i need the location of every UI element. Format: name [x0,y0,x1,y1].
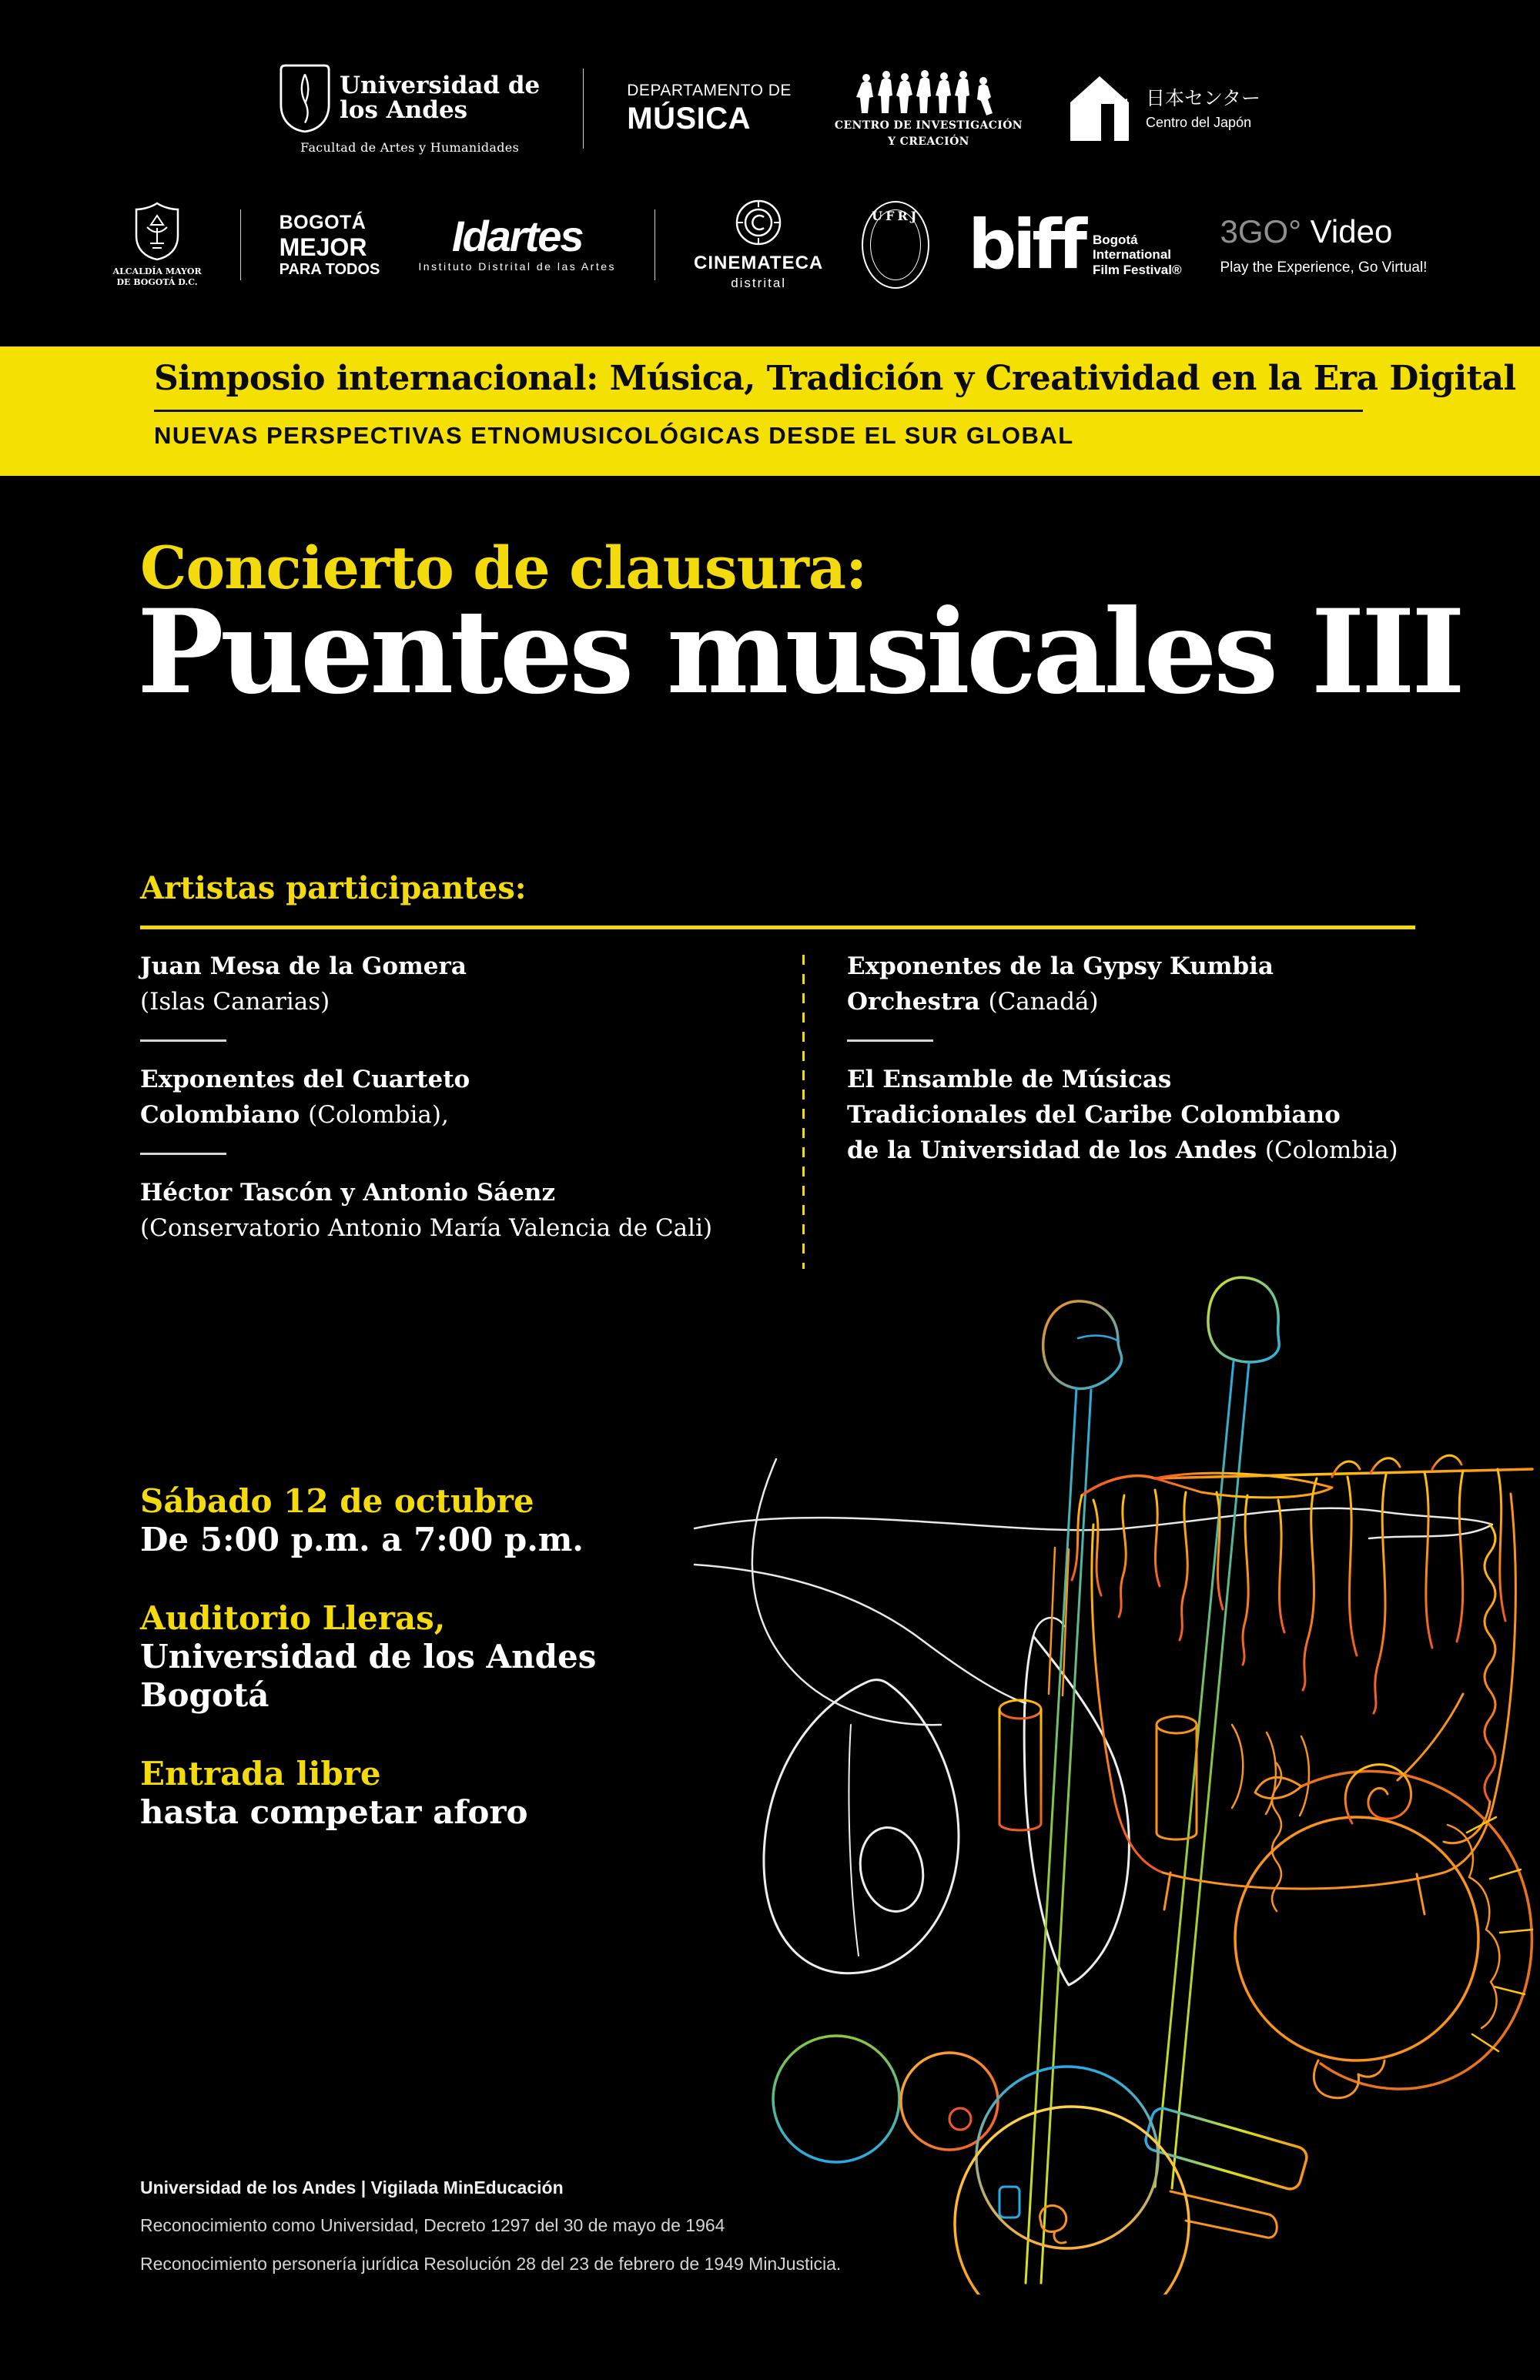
column-dashed-divider [802,955,805,1269]
artist-name: Colombiano [140,1101,309,1129]
university-shield-icon [280,63,330,134]
white-cord-and-shapes [695,1459,1492,1985]
biff-line2: International [1092,247,1171,263]
uniandes-logo [280,63,540,155]
concert-title: Puentes musicales III [137,584,1462,720]
idartes-sub: Instituto Distrital de las Artes [418,260,617,273]
event-admission-group [140,1755,596,1832]
centro-japon-logo [1066,73,1260,144]
artist-detail: (Colombia), [308,1101,449,1129]
uniandes-name [339,71,541,124]
japon-name-es: Centro del Japón [1146,114,1252,130]
event-info [140,1482,596,1872]
partner-logos-row-2 [0,191,1540,299]
concentric-circles-icon [735,199,782,246]
uniandes-name-line2: los Andes [339,95,468,124]
bass-drum [1235,1765,1532,2098]
event-institution: Universidad de los Andes [140,1638,597,1675]
cinemateca-sub: distrital [731,276,787,290]
artists-rule [140,926,1415,929]
artists-heading: Artistas participantes: [140,870,527,906]
artist-name: Orchestra [847,988,989,1016]
uniandes-name-line1: Universidad de [339,71,541,99]
artist-detail: (Canadá) [988,988,1099,1016]
bogota-line1: BOGOTÁ [279,211,367,233]
alcaldia-bogota-logo [113,202,202,289]
entry-divider [140,1039,226,1042]
partner-logos-row-1 [0,51,1540,166]
artists-column-right [847,949,1517,1168]
event-date-group [140,1482,596,1559]
biff-sub [1093,233,1182,278]
departamento-musica-logo [627,82,792,136]
alcaldia-line2: DE BOGOTÁ D.C. [116,277,198,287]
cinemateca-logo [694,199,823,291]
musica-dept-label: DEPARTAMENTO DE [627,81,792,99]
symposium-subtitle: NUEVAS PERSPECTIVAS ETNOMUSICOLÓGICAS DESDE EL SUR GLOBAL [154,422,1074,449]
artist-name: Tradicionales del Caribe Colombiano [847,1101,1341,1129]
artist-detail: (Conservatorio Antonio María Valencia de Cali) [140,1214,713,1242]
artist-name: de la Universidad de los Andes [847,1136,1265,1164]
artist-entry [140,949,764,1019]
artist-entry [847,1062,1517,1168]
house-open-door-icon [1066,73,1133,144]
entry-divider [847,1039,933,1042]
biff-wordmark: biff [968,204,1083,284]
artist-name: Exponentes del Cuarteto [140,1066,470,1093]
ufrj-seal [862,201,929,289]
artists-column-left [140,949,764,1246]
event-venue-group [140,1599,596,1715]
header-divider [654,209,655,280]
bogota-mejor-logo [280,213,380,277]
artist-entry [140,1062,764,1133]
3go-brand-white: Video [1310,213,1393,249]
ufrj-name: UFRJ [872,209,920,223]
3go-brand [1220,213,1428,250]
cic-line2: Y CREACIÓN [888,136,969,148]
banner-rule [154,410,1363,412]
symposium-banner [0,346,1540,476]
event-date: Sábado 12 de octubre [140,1482,534,1520]
3go-tagline: Play the Experience, Go Virtual! [1220,259,1428,276]
artist-detail: (Islas Canarias) [140,988,330,1016]
centro-investigacion-logo [835,67,1023,150]
event-city: Bogotá [140,1676,270,1714]
bogota-line3: PARA TODOS [279,260,380,278]
cic-line1: CENTRO DE INVESTIGACIÓN [834,119,1023,132]
artist-entry [140,1175,764,1246]
3go-brand-gray: 3GO° [1220,213,1301,249]
event-admission: Entrada libre [140,1755,381,1793]
bogota-line2: MEJOR [279,233,367,261]
concert-kicker: Concierto de clausura: [140,534,867,602]
legal-footer [140,2177,841,2292]
header-divider [583,69,584,149]
mallets [1026,1277,1279,2283]
alcaldia-label [113,266,202,289]
instrument-line-art [693,1263,1540,2295]
entry-divider [140,1153,226,1155]
crowd-figures-icon [855,67,1002,118]
biff-line1: Bogotá [1092,232,1138,247]
idartes-name: Idartes [451,211,583,260]
footer-line3: Reconocimiento personería jurídica Resolución 28 del 23 de febrero de 1949 MinJusticia. [140,2254,842,2274]
header-divider [240,209,241,280]
cinemateca-name: CINEMATECA [694,253,824,273]
artist-entry [847,949,1517,1019]
artist-detail: (Colombia) [1264,1136,1398,1164]
japon-name-jp: 日本センター [1146,87,1261,109]
wheels-and-axle [773,2036,1309,2295]
musica-name: MÚSICA [627,101,752,136]
artist-name: Exponentes de la Gypsy Kumbia [847,952,1274,980]
uniandes-faculty: Facultad de Artes y Humanidades [300,139,520,155]
idartes-logo [418,211,617,273]
footer-line1: Universidad de los Andes | Vigilada MinEducación [140,2177,564,2198]
bogota-coat-of-arms-icon [135,202,179,262]
footer-line2: Reconocimiento como Universidad, Decreto 1297 del 30 de mayo de 1964 [140,2215,725,2235]
alcaldia-line1: ALCALDÍA MAYOR [112,266,202,276]
drum-cart [999,1455,1532,1914]
event-venue: Auditorio Lleras, [140,1599,446,1637]
artist-name: El Ensamble de Músicas [847,1066,1172,1093]
biff-logo [968,204,1182,284]
event-time: De 5:00 p.m. a 7:00 p.m. [140,1521,584,1558]
cic-label [835,118,1023,150]
symposium-title: Simposio internacional: Música, Tradición y Creatividad en la Era Digital [154,359,1516,398]
event-admission-note: hasta competar aforo [140,1793,528,1831]
artist-name: Juan Mesa de la Gomera [140,952,467,980]
artist-name: Héctor Tascón y Antonio Sáenz [140,1179,556,1207]
biff-line3: Film Festival® [1092,262,1182,277]
3go-video-logo [1220,213,1428,276]
